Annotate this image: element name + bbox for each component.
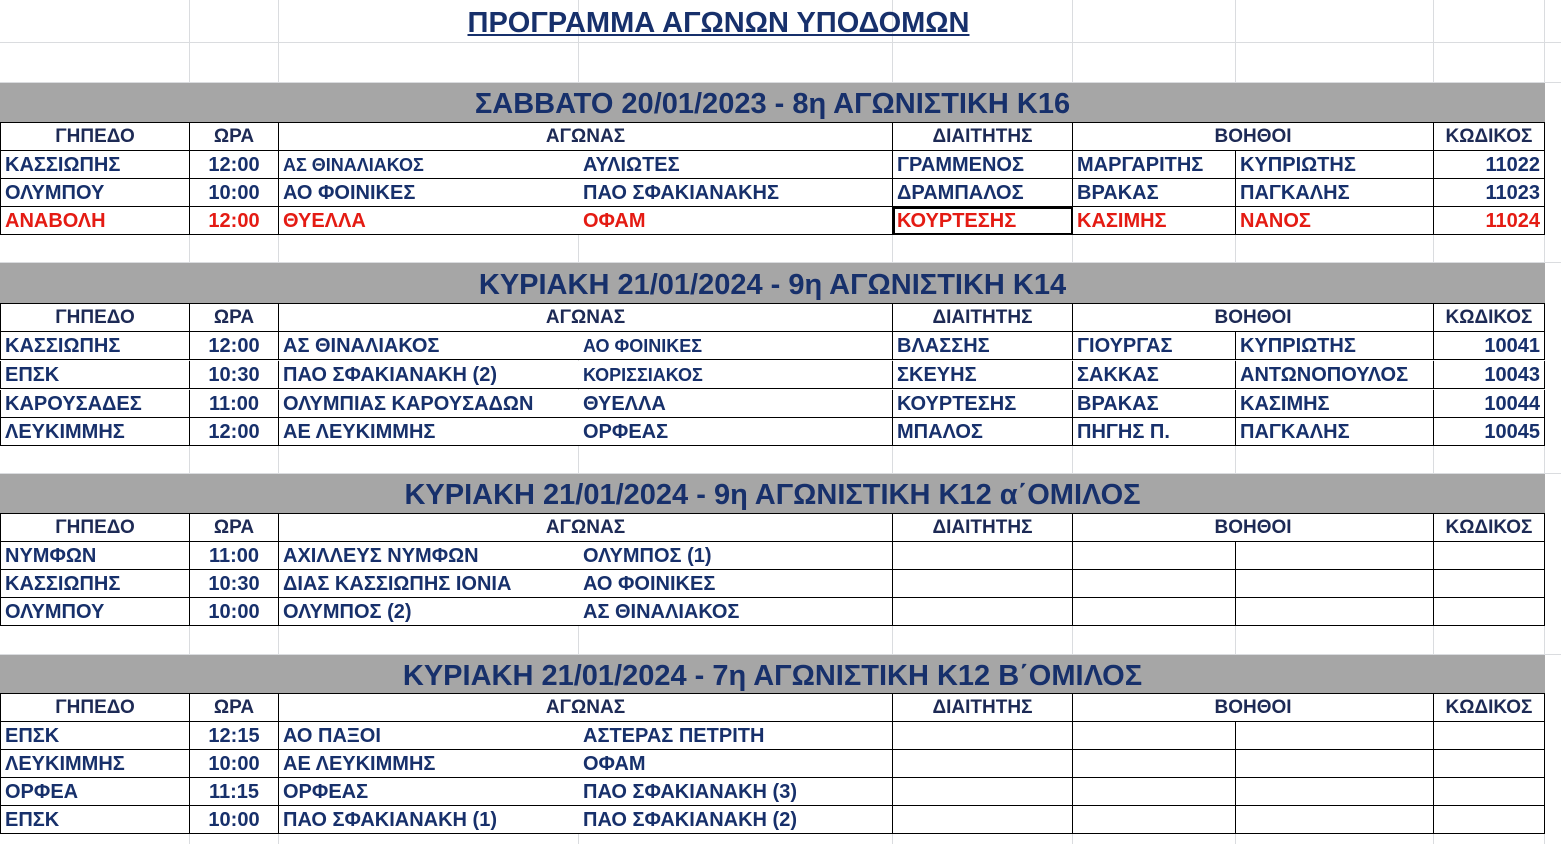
home-team-cell[interactable]: ΑΟ ΠΑΞΟΙ (279, 722, 579, 750)
home-team-cell[interactable]: ΑΣ ΘΙΝΑΛΙΑΚΟΣ (279, 332, 579, 360)
away-team-cell[interactable]: ΘΥΕΛΛΑ (579, 390, 893, 418)
referee-cell[interactable]: ΒΛΑΣΣΗΣ (893, 332, 1073, 360)
page-title[interactable]: ΠΡΟΓΡΑΜΜΑ ΑΓΩΝΩΝ ΥΠΟΔΟΜΩΝ (467, 7, 970, 39)
assistant1-cell[interactable]: ΣΑΚΚΑΣ (1073, 361, 1236, 389)
header-code[interactable]: ΚΩΔΙΚΟΣ (1434, 514, 1545, 542)
time-cell[interactable]: 12:00 (190, 418, 279, 446)
referee-cell-selected[interactable]: ΚΟΥΡΤΕΣΗΣ (893, 207, 1073, 235)
header-match[interactable]: ΑΓΩΝΑΣ (279, 123, 893, 151)
assistant1-cell[interactable] (1073, 570, 1236, 598)
assistant2-cell[interactable]: ΠΑΓΚΑΛΗΣ (1236, 418, 1434, 446)
time-cell[interactable]: 10:00 (190, 806, 279, 834)
time-cell[interactable]: 12:15 (190, 722, 279, 750)
assistant1-cell[interactable] (1073, 722, 1236, 750)
time-cell[interactable]: 12:00 (190, 332, 279, 360)
away-team-cell[interactable]: ΟΡΦΕΑΣ (579, 418, 893, 446)
code-cell[interactable] (1434, 750, 1545, 778)
assistant1-cell[interactable] (1073, 598, 1236, 626)
referee-cell[interactable]: ΓΡΑΜΜΕΝΟΣ (893, 151, 1073, 179)
table-row (0, 179, 1545, 207)
home-team-cell[interactable]: ΑΣ ΘΙΝΑΛΙΑΚΟΣ (279, 151, 579, 179)
away-team-cell[interactable]: ΑΣΤΕΡΑΣ ΠΕΤΡΙΤΗ (579, 722, 893, 750)
section-title[interactable]: ΣΑΒΒΑΤΟ 20/01/2023 - 8η ΑΓΩΝΙΣΤΙΚΗ Κ16 (0, 83, 1545, 122)
referee-cell[interactable] (893, 542, 1073, 570)
home-team-cell[interactable]: ΑΧΙΛΛΕΥΣ ΝΥΜΦΩΝ (279, 542, 579, 570)
code-cell[interactable] (1434, 542, 1545, 570)
header-code[interactable]: ΚΩΔΙΚΟΣ (1434, 694, 1545, 722)
assistant2-cell[interactable]: ΑΝΤΩΝΟΠΟΥΛΟΣ (1236, 361, 1434, 389)
assistant1-cell[interactable]: ΒΡΑΚΑΣ (1073, 179, 1236, 207)
away-team-cell[interactable]: ΠΑΟ ΣΦΑΚΙΑΝΑΚΗ (2) (579, 806, 893, 834)
header-referee[interactable]: ΔΙΑΙΤΗΤΗΣ (893, 514, 1073, 542)
table-row (0, 361, 1545, 389)
ground-cell[interactable]: ΕΠΣΚ (0, 722, 190, 750)
assistant1-cell[interactable] (1073, 542, 1236, 570)
header-referee[interactable]: ΔΙΑΙΤΗΤΗΣ (893, 304, 1073, 332)
header-code[interactable]: ΚΩΔΙΚΟΣ (1434, 123, 1545, 151)
header-row (0, 513, 1545, 542)
referee-cell[interactable]: ΔΡΑΜΠΑΛΟΣ (893, 179, 1073, 207)
home-team-cell[interactable]: ΠΑΟ ΣΦΑΚΙΑΝΑΚΗ (2) (279, 361, 579, 389)
header-assistants[interactable]: ΒΟΗΘΟΙ (1073, 694, 1434, 722)
section-title[interactable]: ΚΥΡΙΑΚΗ 21/01/2024 - 7η ΑΓΩΝΙΣΤΙΚΗ Κ12 Β΄ΟΜΙΛΟΣ (0, 655, 1545, 693)
home-team-cell[interactable]: ΑΟ ΦΟΙΝΙΚΕΣ (279, 179, 579, 207)
header-ground[interactable]: ΓΗΠΕΔΟ (0, 304, 190, 332)
table-row (0, 750, 1545, 778)
home-team-cell[interactable]: ΑΕ ΛΕΥΚΙΜΜΗΣ (279, 750, 579, 778)
header-time[interactable]: ΩΡΑ (190, 304, 279, 332)
referee-cell[interactable]: ΜΠΑΛΟΣ (893, 418, 1073, 446)
code-cell[interactable]: 11022 (1434, 151, 1545, 179)
ground-cell[interactable]: ΕΠΣΚ (0, 806, 190, 834)
header-match[interactable]: ΑΓΩΝΑΣ (279, 514, 893, 542)
code-cell[interactable] (1434, 598, 1545, 626)
table-row (0, 332, 1545, 360)
assistant1-cell[interactable]: ΠΗΓΗΣ Π. (1073, 418, 1236, 446)
table-row (0, 151, 1545, 179)
table-row (0, 806, 1545, 834)
header-ground[interactable]: ΓΗΠΕΔΟ (0, 694, 190, 722)
header-time[interactable]: ΩΡΑ (190, 123, 279, 151)
referee-cell[interactable] (893, 806, 1073, 834)
ground-cell[interactable]: ΟΡΦΕΑ (0, 778, 190, 806)
table-row (0, 390, 1545, 418)
ground-cell[interactable]: ΚΑΣΣΙΩΠΗΣ (0, 151, 190, 179)
home-team-cell[interactable]: ΔΙΑΣ ΚΑΣΣΙΩΠΗΣ ΙΟΝΙΑ (279, 570, 579, 598)
time-cell[interactable]: 12:00 (190, 151, 279, 179)
assistant1-cell[interactable]: ΜΑΡΓΑΡΙΤΗΣ (1073, 151, 1236, 179)
header-ground[interactable]: ΓΗΠΕΔΟ (0, 123, 190, 151)
home-team-cell[interactable]: ΟΛΥΜΠΟΣ (2) (279, 598, 579, 626)
table-row (0, 778, 1545, 806)
code-cell[interactable]: 10044 (1434, 390, 1545, 418)
away-team-cell[interactable]: ΟΛΥΜΠΟΣ (1) (579, 542, 893, 570)
assistant1-cell[interactable]: ΚΑΣΙΜΗΣ (1073, 207, 1236, 235)
ground-cell[interactable]: ΑΝΑΒΟΛΗ (0, 207, 190, 235)
assistant1-cell[interactable] (1073, 806, 1236, 834)
away-team-cell[interactable]: ΠΑΟ ΣΦΑΚΙΑΝΑΚΗ (3) (579, 778, 893, 806)
assistant2-cell[interactable] (1236, 722, 1434, 750)
ground-cell[interactable]: ΝΥΜΦΩΝ (0, 542, 190, 570)
home-team-cell[interactable]: ΟΛΥΜΠΙΑΣ ΚΑΡΟΥΣΑΔΩΝ (279, 390, 579, 418)
code-cell[interactable]: 10043 (1434, 361, 1545, 389)
assistant2-cell[interactable]: ΝΑΝΟΣ (1236, 207, 1434, 235)
header-assistants[interactable]: ΒΟΗΘΟΙ (1073, 123, 1434, 151)
assistant2-cell[interactable] (1236, 542, 1434, 570)
ground-cell[interactable]: ΟΛΥΜΠΟΥ (0, 179, 190, 207)
header-match[interactable]: ΑΓΩΝΑΣ (279, 304, 893, 332)
section-title[interactable]: ΚΥΡΙΑΚΗ 21/01/2024 - 9η ΑΓΩΝΙΣΤΙΚΗ Κ14 (0, 263, 1545, 303)
time-cell[interactable]: 10:30 (190, 361, 279, 389)
code-cell[interactable] (1434, 570, 1545, 598)
header-code[interactable]: ΚΩΔΙΚΟΣ (1434, 304, 1545, 332)
away-team-cell[interactable]: ΑΟ ΦΟΙΝΙΚΕΣ (579, 332, 893, 360)
home-team-cell[interactable]: ΘΥΕΛΛΑ (279, 207, 579, 235)
assistant2-cell[interactable] (1236, 778, 1434, 806)
assistant1-cell[interactable] (1073, 778, 1236, 806)
time-cell[interactable]: 10:00 (190, 598, 279, 626)
header-row (0, 122, 1545, 151)
ground-cell[interactable]: ΚΑΡΟΥΣΑΔΕΣ (0, 390, 190, 418)
ground-cell[interactable]: ΕΠΣΚ (0, 361, 190, 389)
table-row (0, 542, 1545, 570)
header-time[interactable]: ΩΡΑ (190, 514, 279, 542)
home-team-cell[interactable]: ΑΕ ΛΕΥΚΙΜΜΗΣ (279, 418, 579, 446)
away-team-cell[interactable]: ΑΥΛΙΩΤΕΣ (579, 151, 893, 179)
table-row-postponed (0, 207, 1545, 235)
away-team-cell[interactable]: ΑΟ ΦΟΙΝΙΚΕΣ (579, 570, 893, 598)
header-referee[interactable]: ΔΙΑΙΤΗΤΗΣ (893, 694, 1073, 722)
assistant2-cell[interactable]: ΚΑΣΙΜΗΣ (1236, 390, 1434, 418)
home-team-cell[interactable]: ΠΑΟ ΣΦΑΚΙΑΝΑΚΗ (1) (279, 806, 579, 834)
referee-cell[interactable] (893, 750, 1073, 778)
assistant2-cell[interactable]: ΚΥΠΡΙΩΤΗΣ (1236, 151, 1434, 179)
ground-cell[interactable]: ΟΛΥΜΠΟΥ (0, 598, 190, 626)
grid-line (0, 42, 1561, 43)
header-referee[interactable]: ΔΙΑΙΤΗΤΗΣ (893, 123, 1073, 151)
away-team-cell[interactable]: ΚΟΡΙΣΣΙΑΚΟΣ (579, 361, 893, 389)
away-team-cell[interactable]: ΟΦΑΜ (579, 750, 893, 778)
table-row (0, 418, 1545, 446)
code-cell[interactable] (1434, 722, 1545, 750)
assistant1-cell[interactable]: ΒΡΑΚΑΣ (1073, 390, 1236, 418)
away-team-cell[interactable]: ΑΣ ΘΙΝΑΛΙΑΚΟΣ (579, 598, 893, 626)
table-row (0, 598, 1545, 626)
header-row (0, 693, 1545, 722)
assistant2-cell[interactable]: ΚΥΠΡΙΩΤΗΣ (1236, 332, 1434, 360)
table-row (0, 570, 1545, 598)
code-cell[interactable] (1434, 778, 1545, 806)
assistant2-cell[interactable] (1236, 598, 1434, 626)
referee-cell[interactable] (893, 570, 1073, 598)
referee-cell[interactable]: ΚΟΥΡΤΕΣΗΣ (893, 390, 1073, 418)
ground-cell[interactable]: ΛΕΥΚΙΜΜΗΣ (0, 418, 190, 446)
time-cell[interactable]: 10:30 (190, 570, 279, 598)
away-team-cell[interactable]: ΟΦΑΜ (579, 207, 893, 235)
time-cell[interactable]: 11:00 (190, 390, 279, 418)
section-title[interactable]: ΚΥΡΙΑΚΗ 21/01/2024 - 9η ΑΓΩΝΙΣΤΙΚΗ Κ12 α΄ΟΜΙΛΟΣ (0, 474, 1545, 513)
ground-cell[interactable]: ΚΑΣΣΙΩΠΗΣ (0, 332, 190, 360)
header-ground[interactable]: ΓΗΠΕΔΟ (0, 514, 190, 542)
ground-cell[interactable]: ΛΕΥΚΙΜΜΗΣ (0, 750, 190, 778)
assistant2-cell[interactable]: ΠΑΓΚΑΛΗΣ (1236, 179, 1434, 207)
header-time[interactable]: ΩΡΑ (190, 694, 279, 722)
time-cell[interactable]: 11:15 (190, 778, 279, 806)
code-cell[interactable] (1434, 806, 1545, 834)
table-row (0, 722, 1545, 750)
assistant1-cell[interactable] (1073, 750, 1236, 778)
ground-cell[interactable]: ΚΑΣΣΙΩΠΗΣ (0, 570, 190, 598)
time-cell[interactable]: 10:00 (190, 179, 279, 207)
home-team-cell[interactable]: ΟΡΦΕΑΣ (279, 778, 579, 806)
assistant1-cell[interactable]: ΓΙΟΥΡΓΑΣ (1073, 332, 1236, 360)
code-cell[interactable]: 10045 (1434, 418, 1545, 446)
header-row (0, 303, 1545, 332)
header-assistants[interactable]: ΒΟΗΘΟΙ (1073, 304, 1434, 332)
code-cell[interactable]: 11024 (1434, 207, 1545, 235)
assistant2-cell[interactable] (1236, 750, 1434, 778)
referee-cell[interactable] (893, 778, 1073, 806)
referee-cell[interactable] (893, 722, 1073, 750)
assistant2-cell[interactable] (1236, 570, 1434, 598)
assistant2-cell[interactable] (1236, 806, 1434, 834)
referee-cell[interactable] (893, 598, 1073, 626)
referee-cell[interactable]: ΣΚΕΥΗΣ (893, 361, 1073, 389)
code-cell[interactable]: 10041 (1434, 332, 1545, 360)
time-cell[interactable]: 10:00 (190, 750, 279, 778)
header-match[interactable]: ΑΓΩΝΑΣ (279, 694, 893, 722)
code-cell[interactable]: 11023 (1434, 179, 1545, 207)
away-team-cell[interactable]: ΠΑΟ ΣΦΑΚΙΑΝΑΚΗΣ (579, 179, 893, 207)
time-cell[interactable]: 11:00 (190, 542, 279, 570)
time-cell[interactable]: 12:00 (190, 207, 279, 235)
header-assistants[interactable]: ΒΟΗΘΟΙ (1073, 514, 1434, 542)
